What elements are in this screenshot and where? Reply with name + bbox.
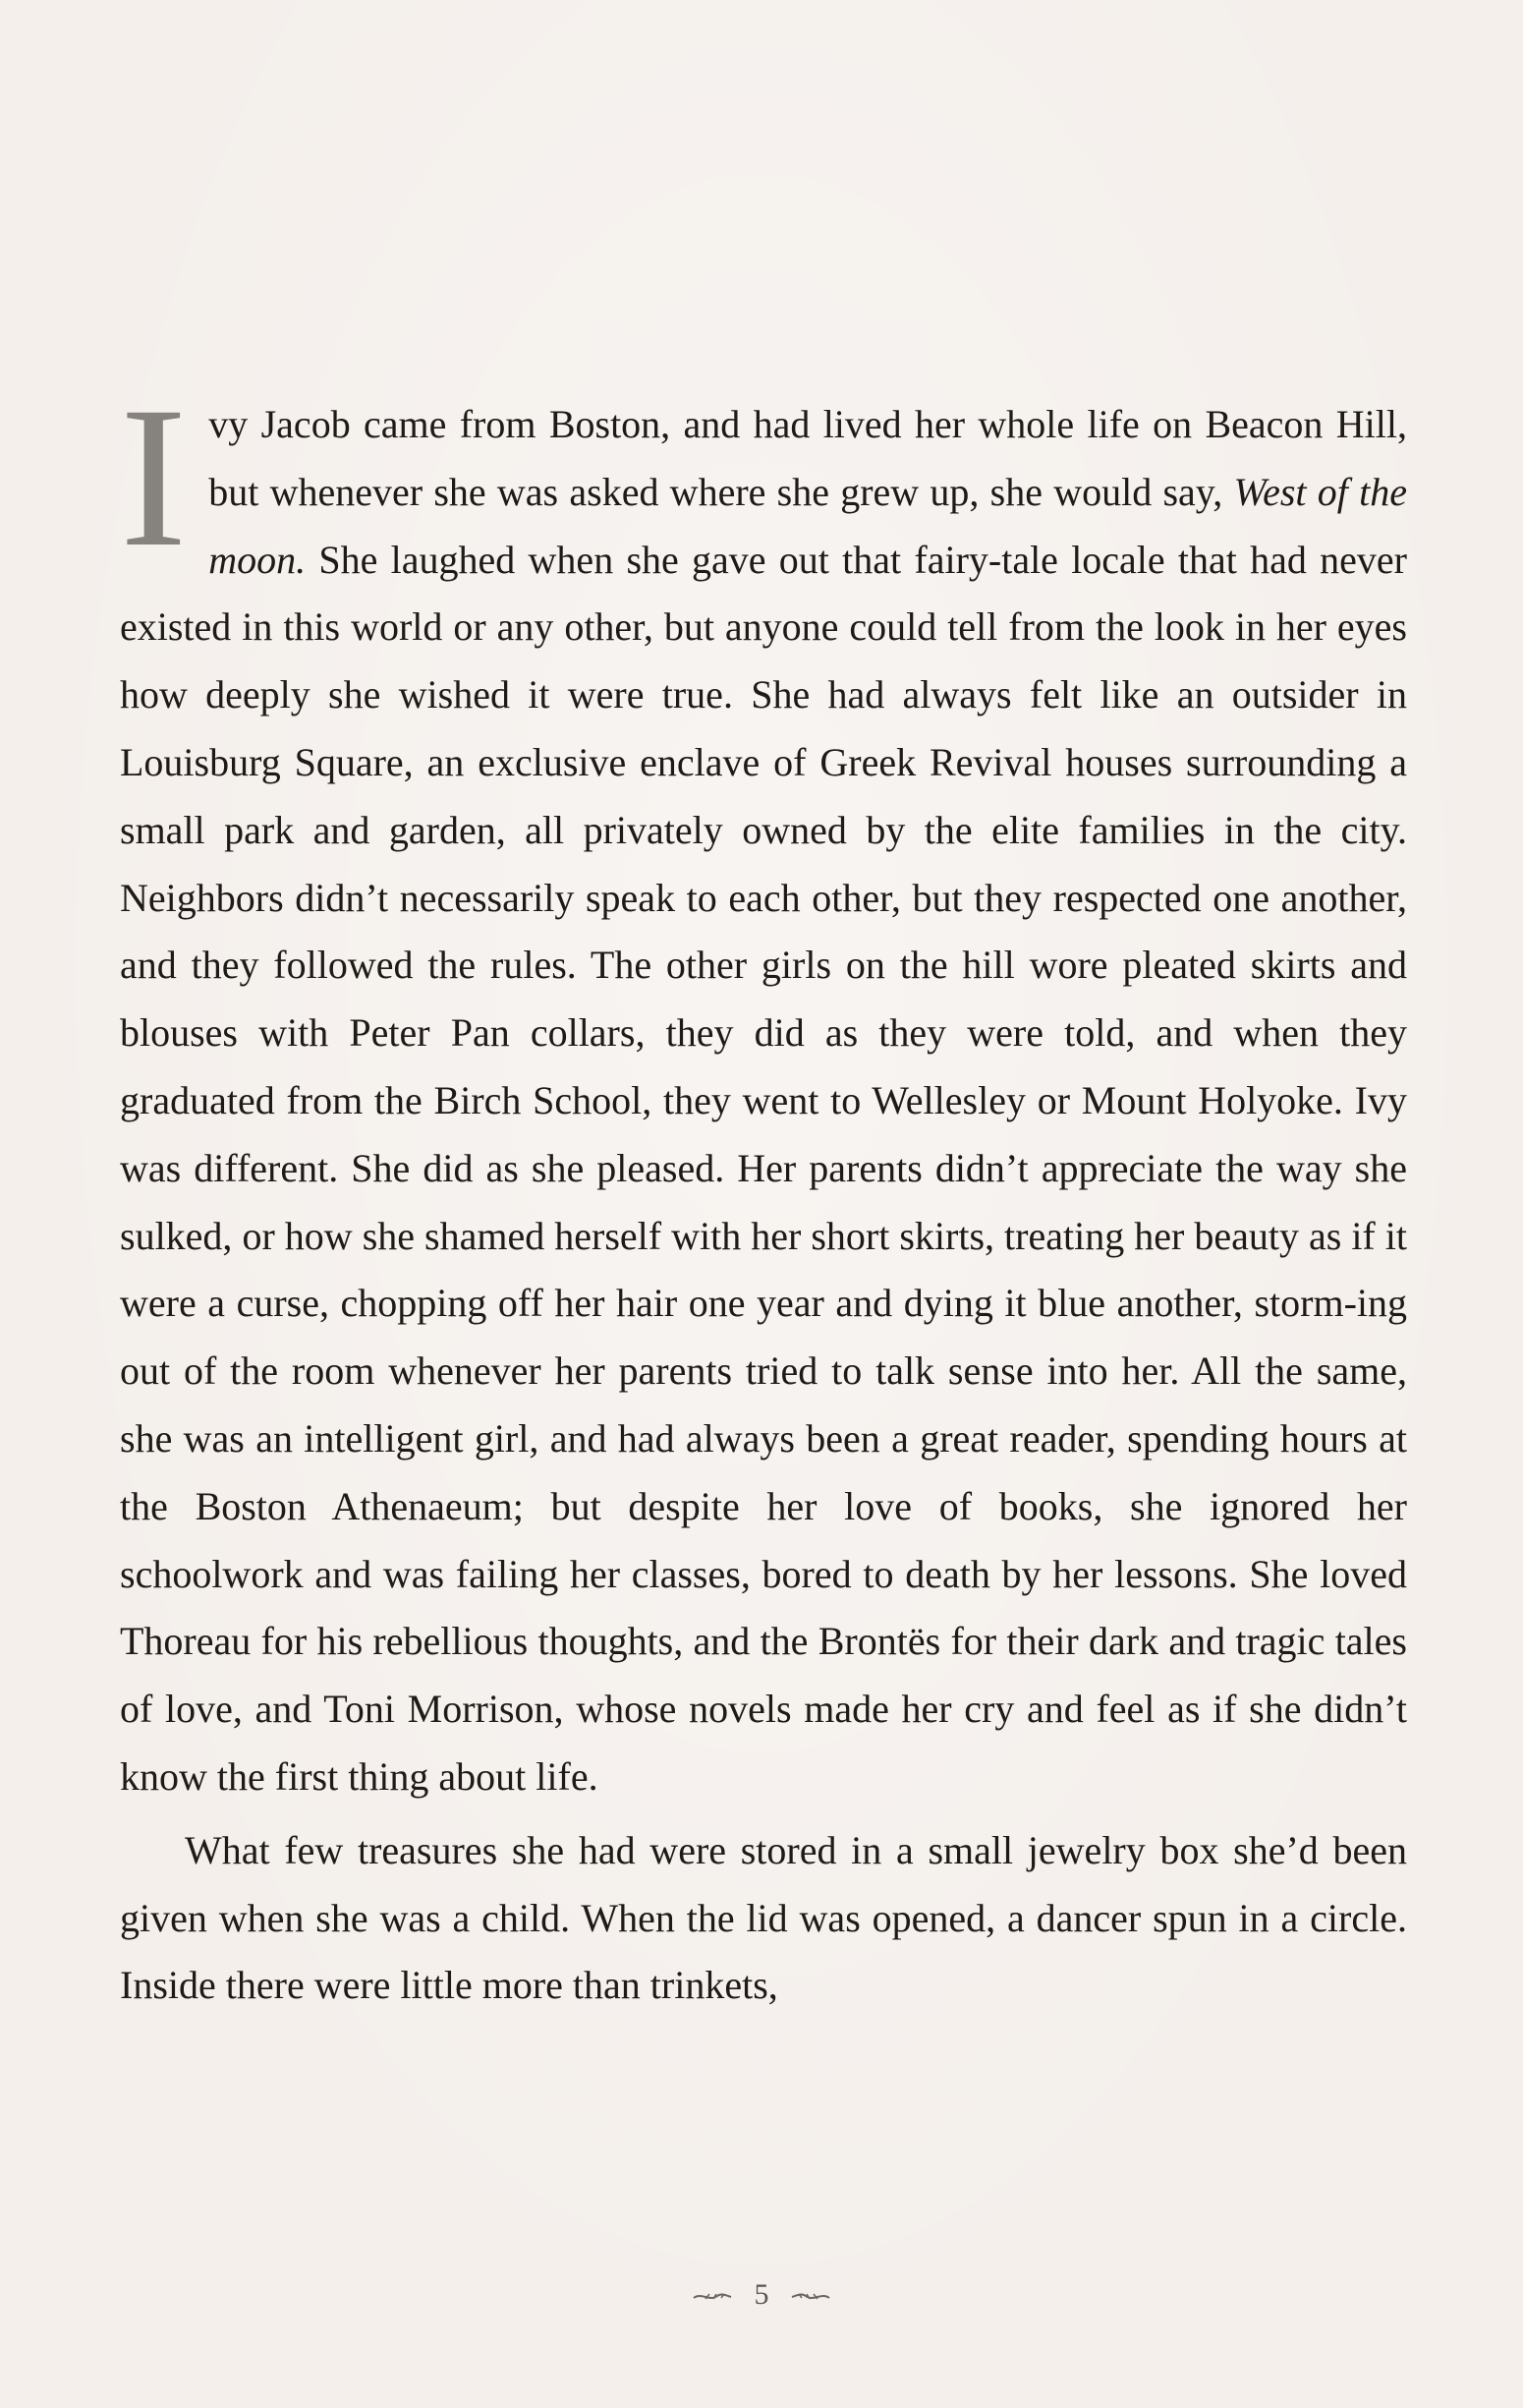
paragraph-1-text-start: vy Jacob came from Boston, and had lived her whole life on Beacon Hill, but whenever she was asked where she grew up, she would say,: [208, 402, 1407, 514]
italic-phrase: West of the moon.: [208, 469, 1407, 582]
paragraph-2: What few treasures she had were stored in a small jewelry box she’d been given when she was a child. When the lid was opened, a dancer spun in a circle. Inside there were little more than trinkets,: [120, 1827, 1407, 2008]
body-text: [120, 366, 1407, 2020]
right-ornament-icon: [790, 2290, 831, 2304]
left-ornament-icon: [692, 2290, 733, 2304]
page-number: 5: [754, 2278, 769, 2311]
paragraph-1-text-rest: She laughed when she gave out that fairy-tale locale that had never existed in this world or any other, but anyone could tell from the look in her eyes how deeply she wished it were true. She had always felt like an outsider in Louisburg Square, an exclusive enclave of Greek Revival houses surrounding a small park and garden, all privately owned by the elite families in the city. Neighbors didn’t necessarily speak to each other, but they respected one another, and they followed the rules. The other girls on the hill wore pleated skirts and blouses with Peter Pan collars, they did as they were told, and when they graduated from the Birch School, they went to Wellesley or Mount Holyoke. Ivy was different. She did as she pleased. Her parents didn’t appreciate the way she sulked, or how she shamed herself with her short skirts, treating her beauty as if it were a curse, chopping off her hair one year and dying it blue another, storm-ing out of the room whenever her parents tried to talk sense into her. All the same, she was an intelligent girl, and had always been a great reader, spending hours at the Boston Athenaeum; but despite her love of books, she ignored her schoolwork and was failing her classes, bored to death by her lessons. She loved Thoreau for his rebellious thoughts, and the Brontës for their dark and tragic tales of love, and Toni Morrison, whose novels made her cry and feel as if she didn’t know the first thing about life.: [120, 537, 1407, 1799]
page-footer: [0, 2278, 1523, 2312]
drop-cap: I: [120, 366, 188, 589]
paragraph-1: [120, 366, 1407, 1811]
